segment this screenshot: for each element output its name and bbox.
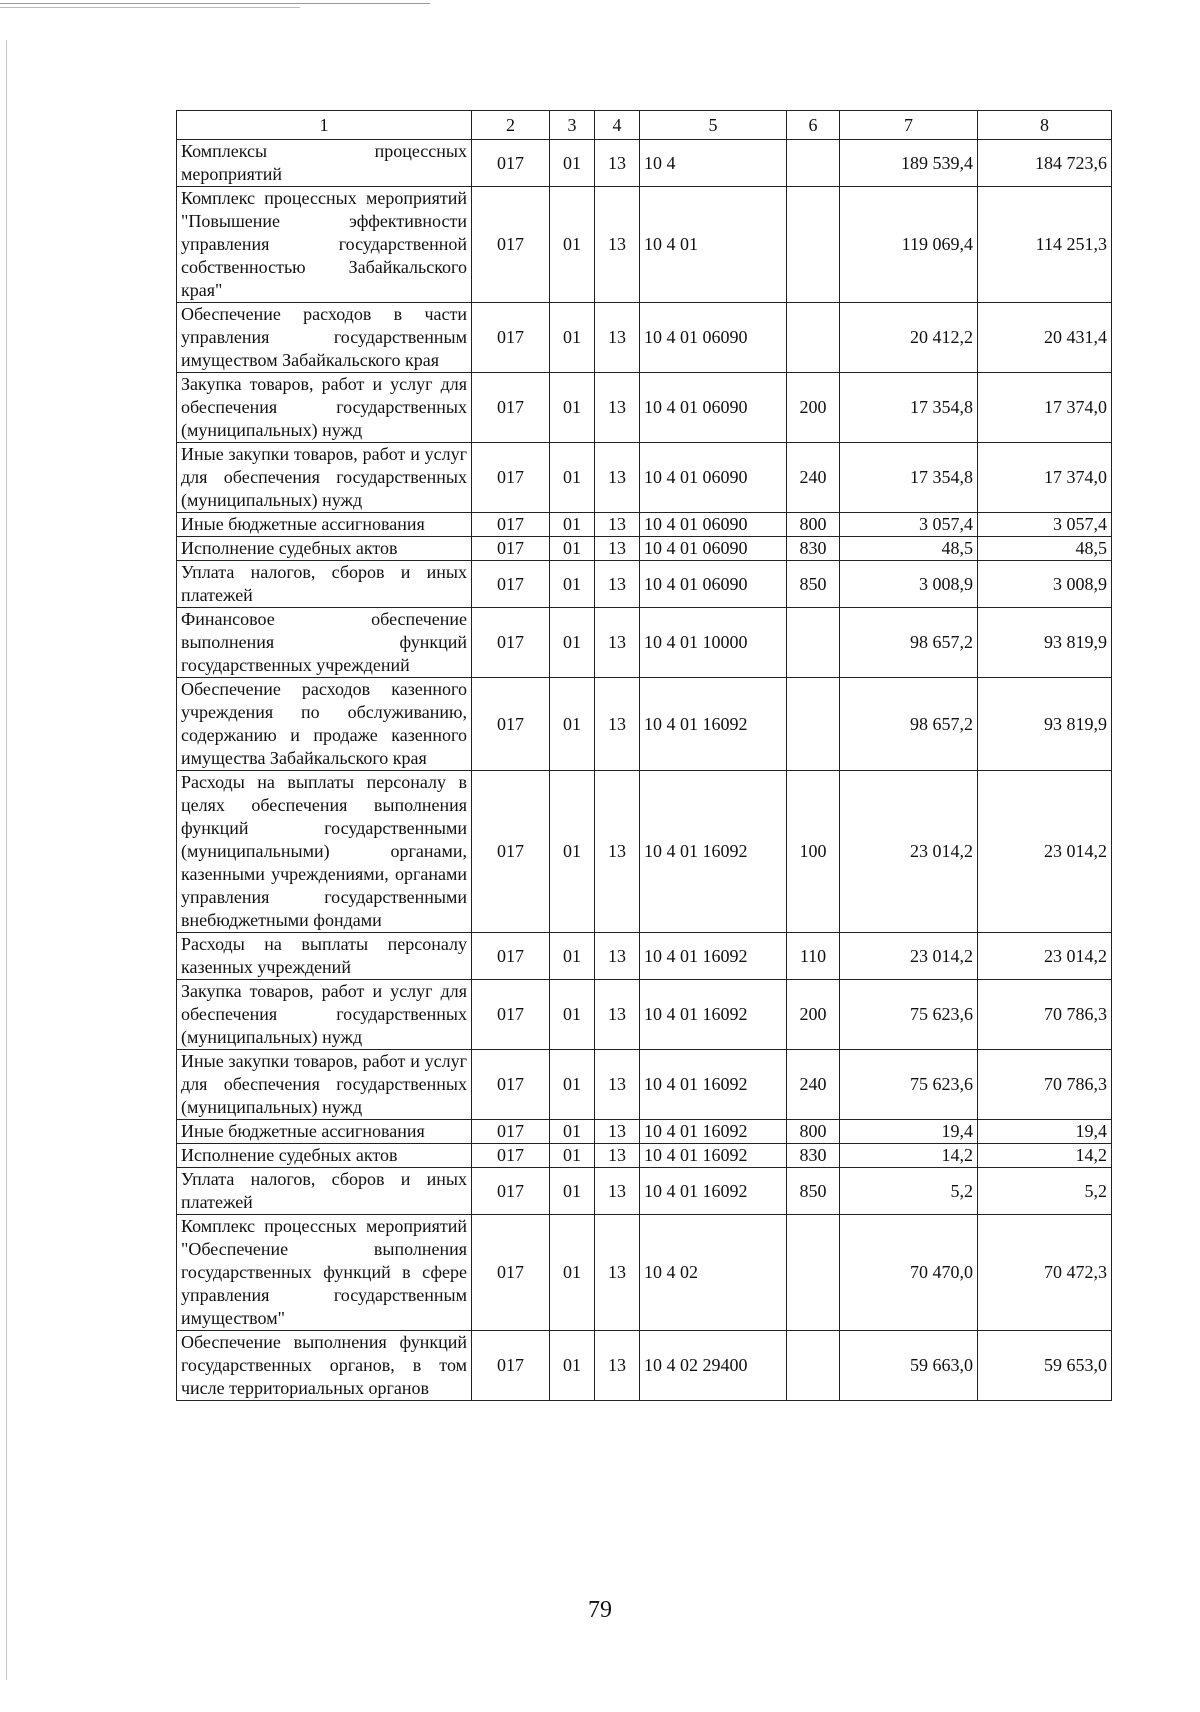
cell-code-section: 01 <box>550 187 595 303</box>
cell-amount-1: 98 657,2 <box>840 608 978 678</box>
cell-code-expense: 110 <box>787 933 840 980</box>
table-row <box>177 980 1112 1050</box>
table-row <box>177 561 1112 608</box>
cell-amount-1: 14,2 <box>840 1144 978 1168</box>
cell-code-expense: 830 <box>787 537 840 561</box>
cell-name: Исполнение судебных актов <box>177 537 472 561</box>
cell-code-section: 01 <box>550 933 595 980</box>
cell-code-subsection: 13 <box>595 933 640 980</box>
cell-amount-2: 184 723,6 <box>978 140 1112 187</box>
cell-code-subsection: 13 <box>595 561 640 608</box>
cell-code-admin: 017 <box>472 187 550 303</box>
cell-code-admin: 017 <box>472 1168 550 1215</box>
cell-amount-2: 70 472,3 <box>978 1215 1112 1331</box>
cell-code-subsection: 13 <box>595 513 640 537</box>
cell-amount-2: 114 251,3 <box>978 187 1112 303</box>
cell-code-target: 10 4 01 16092 <box>640 1144 787 1168</box>
cell-code-subsection: 13 <box>595 1144 640 1168</box>
cell-code-subsection: 13 <box>595 303 640 373</box>
cell-amount-1: 20 412,2 <box>840 303 978 373</box>
table-row <box>177 771 1112 933</box>
cell-name: Иные закупки товаров, работ и услуг для обеспечения государственных (муниципальных) нужд <box>177 443 472 513</box>
cell-code-expense: 200 <box>787 373 840 443</box>
column-header: 4 <box>595 111 640 140</box>
cell-code-section: 01 <box>550 608 595 678</box>
cell-code-expense: 240 <box>787 1050 840 1120</box>
cell-code-admin: 017 <box>472 373 550 443</box>
cell-code-target: 10 4 01 16092 <box>640 933 787 980</box>
cell-code-target: 10 4 01 06090 <box>640 443 787 513</box>
cell-code-admin: 017 <box>472 980 550 1050</box>
cell-code-subsection: 13 <box>595 140 640 187</box>
cell-name: Обеспечение расходов казенного учреждения по обслуживанию, содержанию и продаже казенного имущества Забайкальского края <box>177 678 472 771</box>
cell-code-expense: 200 <box>787 980 840 1050</box>
cell-code-section: 01 <box>550 443 595 513</box>
cell-code-target: 10 4 02 <box>640 1215 787 1331</box>
cell-code-admin: 017 <box>472 443 550 513</box>
cell-name: Обеспечение расходов в части управления государственным имуществом Забайкальского края <box>177 303 472 373</box>
cell-code-subsection: 13 <box>595 1168 640 1215</box>
cell-name: Исполнение судебных актов <box>177 1144 472 1168</box>
budget-table <box>176 110 1112 1401</box>
cell-code-subsection: 13 <box>595 537 640 561</box>
cell-amount-1: 3 008,9 <box>840 561 978 608</box>
cell-code-target: 10 4 01 16092 <box>640 1168 787 1215</box>
cell-amount-1: 98 657,2 <box>840 678 978 771</box>
cell-code-target: 10 4 01 06090 <box>640 303 787 373</box>
table-row <box>177 537 1112 561</box>
cell-name: Иные закупки товаров, работ и услуг для обеспечения государственных (муниципальных) нужд <box>177 1050 472 1120</box>
table-row <box>177 140 1112 187</box>
cell-name: Уплата налогов, сборов и иных платежей <box>177 1168 472 1215</box>
table-row <box>177 933 1112 980</box>
cell-code-target: 10 4 <box>640 140 787 187</box>
cell-code-admin: 017 <box>472 1215 550 1331</box>
cell-code-section: 01 <box>550 771 595 933</box>
cell-code-target: 10 4 01 16092 <box>640 771 787 933</box>
cell-code-admin: 017 <box>472 1120 550 1144</box>
cell-code-expense: 800 <box>787 1120 840 1144</box>
cell-code-expense: 830 <box>787 1144 840 1168</box>
cell-name: Обеспечение выполнения функций государственных органов, в том числе территориальных органов <box>177 1331 472 1401</box>
cell-amount-1: 17 354,8 <box>840 373 978 443</box>
table-row <box>177 187 1112 303</box>
cell-amount-2: 48,5 <box>978 537 1112 561</box>
cell-code-expense <box>787 678 840 771</box>
cell-code-admin: 017 <box>472 771 550 933</box>
cell-code-admin: 017 <box>472 608 550 678</box>
page-number: 79 <box>588 1597 612 1623</box>
cell-code-expense <box>787 140 840 187</box>
cell-amount-2: 5,2 <box>978 1168 1112 1215</box>
cell-code-section: 01 <box>550 1331 595 1401</box>
cell-code-subsection: 13 <box>595 1331 640 1401</box>
cell-code-section: 01 <box>550 303 595 373</box>
cell-code-subsection: 13 <box>595 373 640 443</box>
table-row <box>177 1120 1112 1144</box>
cell-amount-2: 3 008,9 <box>978 561 1112 608</box>
cell-amount-2: 14,2 <box>978 1144 1112 1168</box>
column-header: 6 <box>787 111 840 140</box>
table-row <box>177 443 1112 513</box>
cell-name: Закупка товаров, работ и услуг для обеспечения государственных (муниципальных) нужд <box>177 980 472 1050</box>
cell-amount-1: 189 539,4 <box>840 140 978 187</box>
cell-code-section: 01 <box>550 980 595 1050</box>
cell-name: Расходы на выплаты персоналу казенных учреждений <box>177 933 472 980</box>
cell-amount-2: 19,4 <box>978 1120 1112 1144</box>
cell-code-target: 10 4 01 16092 <box>640 678 787 771</box>
table-row <box>177 373 1112 443</box>
cell-name: Иные бюджетные ассигнования <box>177 513 472 537</box>
cell-code-section: 01 <box>550 1050 595 1120</box>
cell-code-target: 10 4 01 <box>640 187 787 303</box>
cell-code-admin: 017 <box>472 933 550 980</box>
cell-code-section: 01 <box>550 537 595 561</box>
cell-code-subsection: 13 <box>595 608 640 678</box>
cell-name: Иные бюджетные ассигнования <box>177 1120 472 1144</box>
cell-amount-1: 70 470,0 <box>840 1215 978 1331</box>
cell-code-subsection: 13 <box>595 1050 640 1120</box>
cell-code-admin: 017 <box>472 1144 550 1168</box>
cell-name: Комплексы процессных мероприятий <box>177 140 472 187</box>
cell-code-expense <box>787 1215 840 1331</box>
cell-amount-2: 23 014,2 <box>978 933 1112 980</box>
cell-code-target: 10 4 01 06090 <box>640 561 787 608</box>
cell-amount-2: 93 819,9 <box>978 608 1112 678</box>
cell-name: Закупка товаров, работ и услуг для обеспечения государственных (муниципальных) нужд <box>177 373 472 443</box>
cell-code-expense: 100 <box>787 771 840 933</box>
cell-amount-1: 23 014,2 <box>840 771 978 933</box>
cell-amount-1: 23 014,2 <box>840 933 978 980</box>
cell-amount-2: 93 819,9 <box>978 678 1112 771</box>
cell-name: Расходы на выплаты персоналу в целях обеспечения выполнения функций государственными (муниципальными) органами, казенными учреждениями, органами управления государственными внебюджетными фондами <box>177 771 472 933</box>
cell-amount-1: 75 623,6 <box>840 1050 978 1120</box>
table-row <box>177 1215 1112 1331</box>
cell-code-expense <box>787 303 840 373</box>
cell-code-subsection: 13 <box>595 443 640 513</box>
cell-name: Комплекс процессных мероприятий "Обеспечение выполнения государственных функций в сфере управления государственным имуществом" <box>177 1215 472 1331</box>
cell-code-subsection: 13 <box>595 678 640 771</box>
cell-code-target: 10 4 02 29400 <box>640 1331 787 1401</box>
table-row <box>177 1331 1112 1401</box>
cell-code-section: 01 <box>550 1168 595 1215</box>
table-row <box>177 1144 1112 1168</box>
scan-edge-line <box>6 40 7 1680</box>
cell-code-target: 10 4 01 06090 <box>640 373 787 443</box>
cell-code-subsection: 13 <box>595 187 640 303</box>
cell-code-expense <box>787 187 840 303</box>
cell-code-expense <box>787 608 840 678</box>
cell-code-admin: 017 <box>472 561 550 608</box>
cell-code-expense <box>787 1331 840 1401</box>
table-row <box>177 513 1112 537</box>
cell-amount-1: 3 057,4 <box>840 513 978 537</box>
cell-name: Финансовое обеспечение выполнения функций государственных учреждений <box>177 608 472 678</box>
cell-amount-2: 70 786,3 <box>978 980 1112 1050</box>
cell-code-target: 10 4 01 16092 <box>640 980 787 1050</box>
cell-code-section: 01 <box>550 1120 595 1144</box>
cell-code-section: 01 <box>550 1215 595 1331</box>
cell-amount-1: 5,2 <box>840 1168 978 1215</box>
cell-amount-2: 23 014,2 <box>978 771 1112 933</box>
table-row <box>177 303 1112 373</box>
column-header: 1 <box>177 111 472 140</box>
cell-code-subsection: 13 <box>595 1215 640 1331</box>
cell-code-target: 10 4 01 06090 <box>640 513 787 537</box>
cell-code-admin: 017 <box>472 513 550 537</box>
cell-code-section: 01 <box>550 513 595 537</box>
column-header: 3 <box>550 111 595 140</box>
cell-amount-2: 17 374,0 <box>978 373 1112 443</box>
cell-amount-1: 59 663,0 <box>840 1331 978 1401</box>
cell-code-expense: 850 <box>787 561 840 608</box>
cell-name: Комплекс процессных мероприятий "Повышение эффективности управления государственной собственностью Забайкальского края" <box>177 187 472 303</box>
cell-code-admin: 017 <box>472 140 550 187</box>
table-row <box>177 678 1112 771</box>
cell-code-subsection: 13 <box>595 980 640 1050</box>
cell-code-expense: 850 <box>787 1168 840 1215</box>
cell-code-admin: 017 <box>472 1050 550 1120</box>
cell-code-subsection: 13 <box>595 1120 640 1144</box>
cell-code-expense: 800 <box>787 513 840 537</box>
cell-amount-1: 75 623,6 <box>840 980 978 1050</box>
cell-name: Уплата налогов, сборов и иных платежей <box>177 561 472 608</box>
cell-amount-1: 19,4 <box>840 1120 978 1144</box>
cell-amount-1: 119 069,4 <box>840 187 978 303</box>
column-header: 5 <box>640 111 787 140</box>
cell-code-target: 10 4 01 16092 <box>640 1050 787 1120</box>
cell-code-subsection: 13 <box>595 771 640 933</box>
cell-code-section: 01 <box>550 140 595 187</box>
header-row <box>177 111 1112 140</box>
cell-code-section: 01 <box>550 1144 595 1168</box>
table-row <box>177 1168 1112 1215</box>
cell-code-target: 10 4 01 10000 <box>640 608 787 678</box>
cell-code-admin: 017 <box>472 303 550 373</box>
cell-amount-2: 20 431,4 <box>978 303 1112 373</box>
scan-edge-line <box>0 3 430 4</box>
cell-amount-2: 3 057,4 <box>978 513 1112 537</box>
cell-code-target: 10 4 01 16092 <box>640 1120 787 1144</box>
column-header: 8 <box>978 111 1112 140</box>
cell-amount-2: 17 374,0 <box>978 443 1112 513</box>
cell-code-section: 01 <box>550 561 595 608</box>
cell-code-admin: 017 <box>472 1331 550 1401</box>
cell-code-target: 10 4 01 06090 <box>640 537 787 561</box>
cell-amount-1: 48,5 <box>840 537 978 561</box>
scan-edge-line <box>0 7 300 8</box>
cell-code-admin: 017 <box>472 678 550 771</box>
cell-code-section: 01 <box>550 678 595 771</box>
column-header: 2 <box>472 111 550 140</box>
column-header: 7 <box>840 111 978 140</box>
cell-code-section: 01 <box>550 373 595 443</box>
cell-code-admin: 017 <box>472 537 550 561</box>
cell-amount-1: 17 354,8 <box>840 443 978 513</box>
cell-code-expense: 240 <box>787 443 840 513</box>
cell-amount-2: 70 786,3 <box>978 1050 1112 1120</box>
table-row <box>177 1050 1112 1120</box>
cell-amount-2: 59 653,0 <box>978 1331 1112 1401</box>
table-row <box>177 608 1112 678</box>
